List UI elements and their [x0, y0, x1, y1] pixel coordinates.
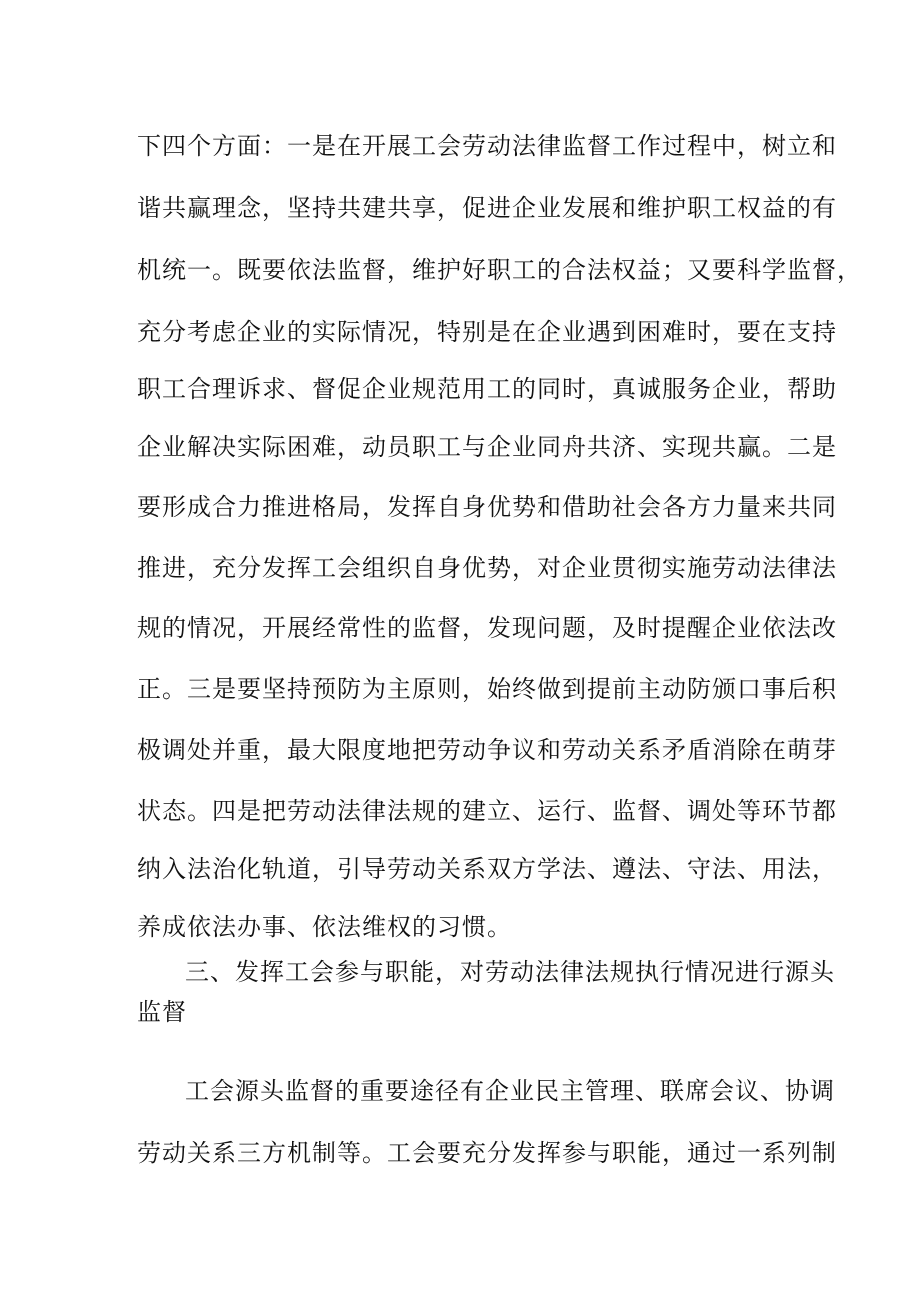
- body-text-line: 充分考虑企业的实际情况，特别是在企业遇到困难时，要在支持: [137, 318, 837, 346]
- body-text-line: 劳动关系三方机制等。工会要充分发挥参与职能，通过一系列制: [137, 1139, 837, 1167]
- body-text-line: 职工合理诉求、督促企业规范用工的同时，真诚服务企业，帮助: [137, 375, 837, 403]
- body-text-line: 养成依法办事、依法维权的习惯。: [137, 913, 512, 941]
- section-heading: 三、发挥工会参与职能，对劳动法律法规执行情况进行源头: [185, 958, 835, 986]
- body-text-line: 推进，充分发挥工会组织自身优势，对企业贯彻实施劳动法律法: [137, 554, 837, 582]
- body-text-line: 规的情况，开展经常性的监督，发现问题，及时提醒企业依法改: [137, 614, 837, 642]
- section-heading-continuation: 监督: [137, 998, 187, 1026]
- body-text-line: 工会源头监督的重要途径有企业民主管理、联席会议、协调: [185, 1077, 835, 1105]
- body-text-line: 纳入法治化轨道，引导劳动关系双方学法、遵法、守法、用法，: [137, 855, 837, 883]
- body-text-line: 要形成合力推进格局，发挥自身优势和借助社会各方力量来共同: [137, 493, 837, 521]
- body-text-line: 极调处并重，最大限度地把劳动争议和劳动关系矛盾消除在萌芽: [137, 736, 837, 764]
- body-text-line: 状态。四是把劳动法律法规的建立、运行、监督、调处等环节都: [137, 797, 837, 825]
- body-text-line: 企业解决实际困难，动员职工与企业同舟共济、实现共赢。二是: [137, 433, 837, 461]
- body-text-line: 下四个方面：一是在开展工会劳动法律监督工作过程中，树立和: [137, 132, 837, 160]
- body-text-line: 谐共赢理念，坚持共建共享，促进企业发展和维护职工权益的有: [137, 194, 837, 222]
- body-text-line: 正。三是要坚持预防为主原则，始终做到提前主动防颁口事后积: [137, 675, 837, 703]
- body-text-line: 机统一。既要依法监督，维护好职工的合法权益；又要科学监督，: [137, 256, 862, 284]
